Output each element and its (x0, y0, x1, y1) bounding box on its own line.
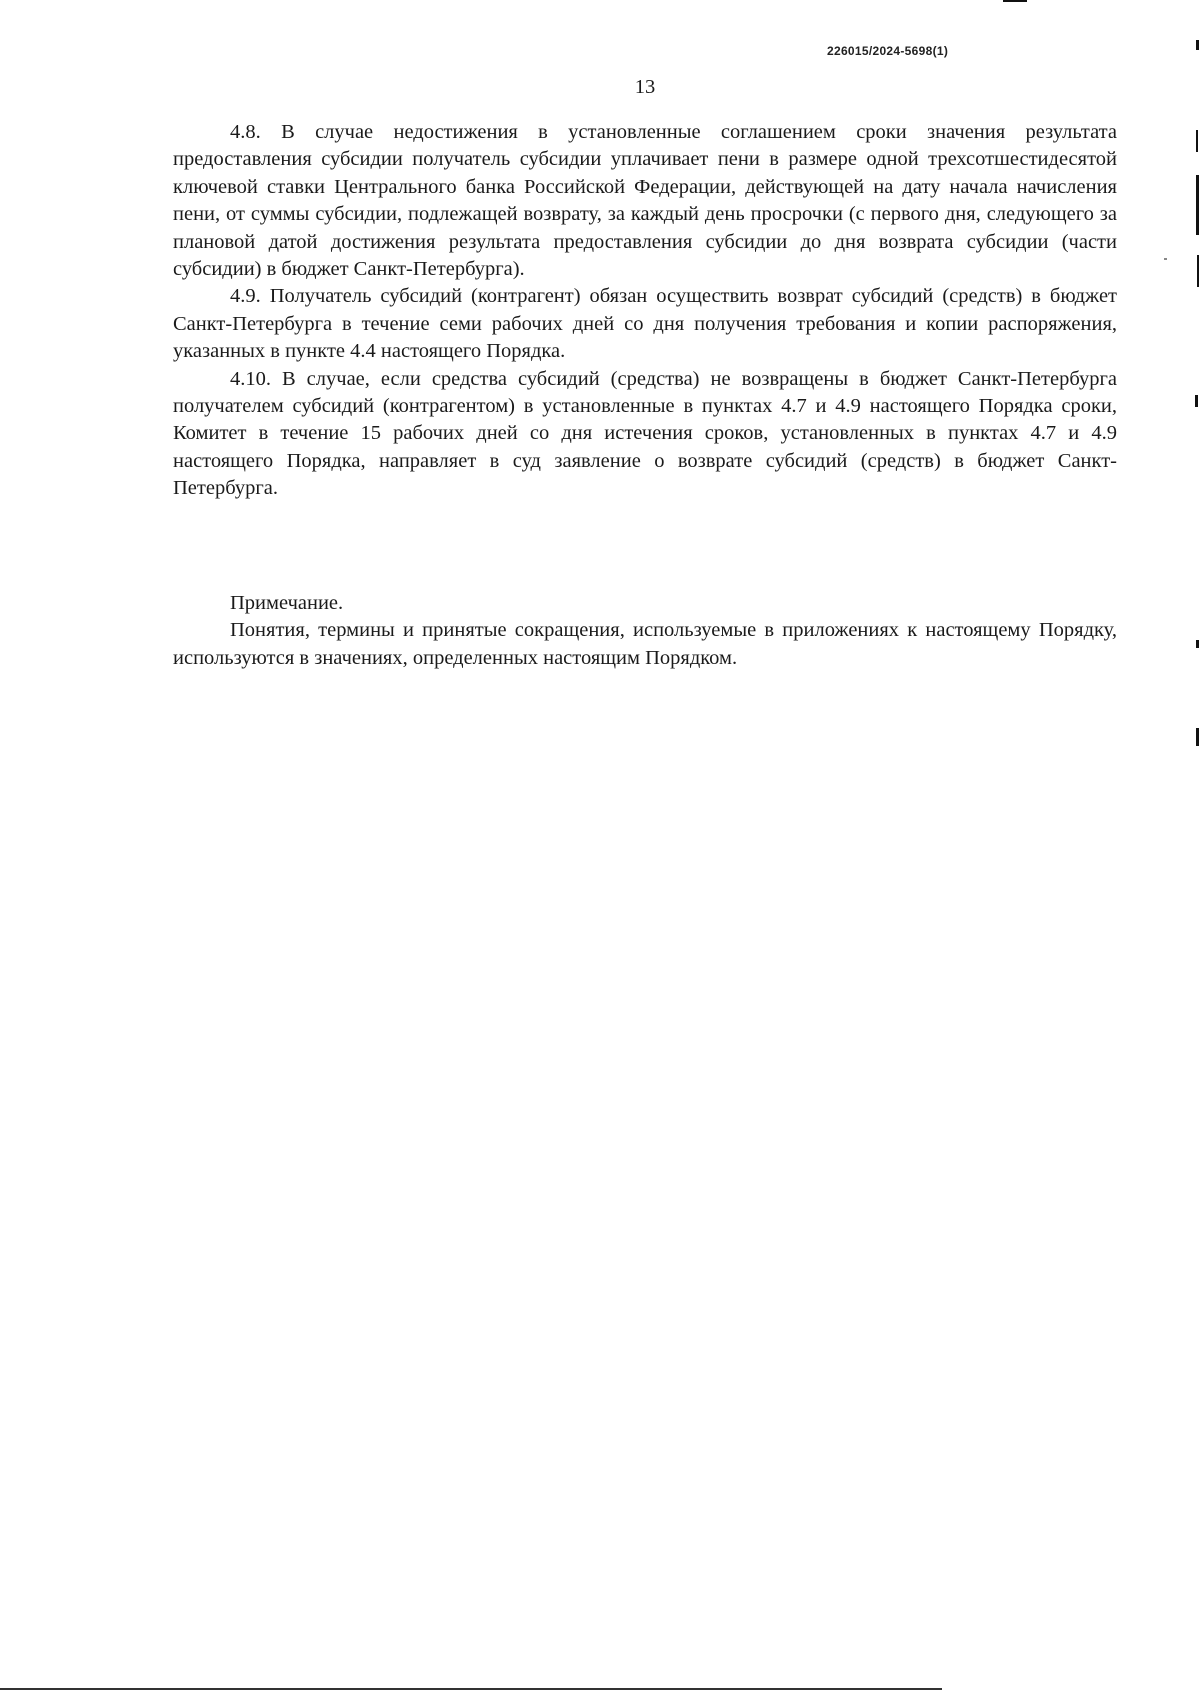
paragraph-4-8: 4.8. В случае недостижения в установленные соглашением сроки значения результата предоставления субсидии получатель субсидии уплачивает пени в размере одной трехсотшестидесятой ключевой ставки Центрального банка Российской Федерации, действующей на дату начала начисления пени, от суммы субсидии, подлежащей возврату, за каждый день просрочки (с первого дня, следующего за плановой датой достижения результата предоставления субсидии до дня возврата субсидии (части субсидии) в бюджет Санкт-Петербурга). (173, 121, 1117, 281)
scan-mark-edge (1197, 255, 1199, 287)
scan-mark-edge (1164, 258, 1167, 260)
scan-mark-edge (1196, 175, 1199, 235)
scan-mark-edge (1196, 130, 1198, 152)
document-body (173, 119, 1117, 503)
scan-mark-edge (1196, 728, 1199, 746)
scan-mark-edge (1195, 395, 1198, 407)
scan-mark-edge (1196, 640, 1199, 648)
scan-mark-bottom (0, 1688, 942, 1690)
note-title: Примечание. (230, 592, 344, 614)
paragraph-4-9: 4.9. Получатель субсидий (контрагент) обязан осуществить возврат субсидий (средств) в бюджет Санкт-Петербурга в течение семи рабочих дней со дня получения требования и копии распоряжения, указанных в пункте 4.4 настоящего Порядка. (173, 285, 1117, 363)
scan-mark-top (1003, 0, 1027, 2)
scan-mark-edge (1196, 40, 1199, 50)
document-reference-number: 226015/2024-5698(1) (827, 44, 949, 58)
note-block (173, 590, 1117, 672)
paragraph-4-10: 4.10. В случае, если средства субсидий (средства) не возвращены в бюджет Санкт-Петербурга получателем субсидий (контрагентом) в установленные в пунктах 4.7 и 4.9 настоящего Порядка сроки, Комитет в течение 15 рабочих дней со дня истечения сроков, установленных в пунктах 4.7 и 4.9 настоящего Порядка, направляет в суд заявление о возврате субсидий (средств) в бюджет Санкт-Петербурга. (173, 367, 1117, 500)
page-number: 13 (634, 76, 656, 98)
note-text: Понятия, термины и принятые сокращения, используемые в приложениях к настоящему Порядку, используются в значениях, определенных настоящим Порядком. (173, 619, 1117, 669)
